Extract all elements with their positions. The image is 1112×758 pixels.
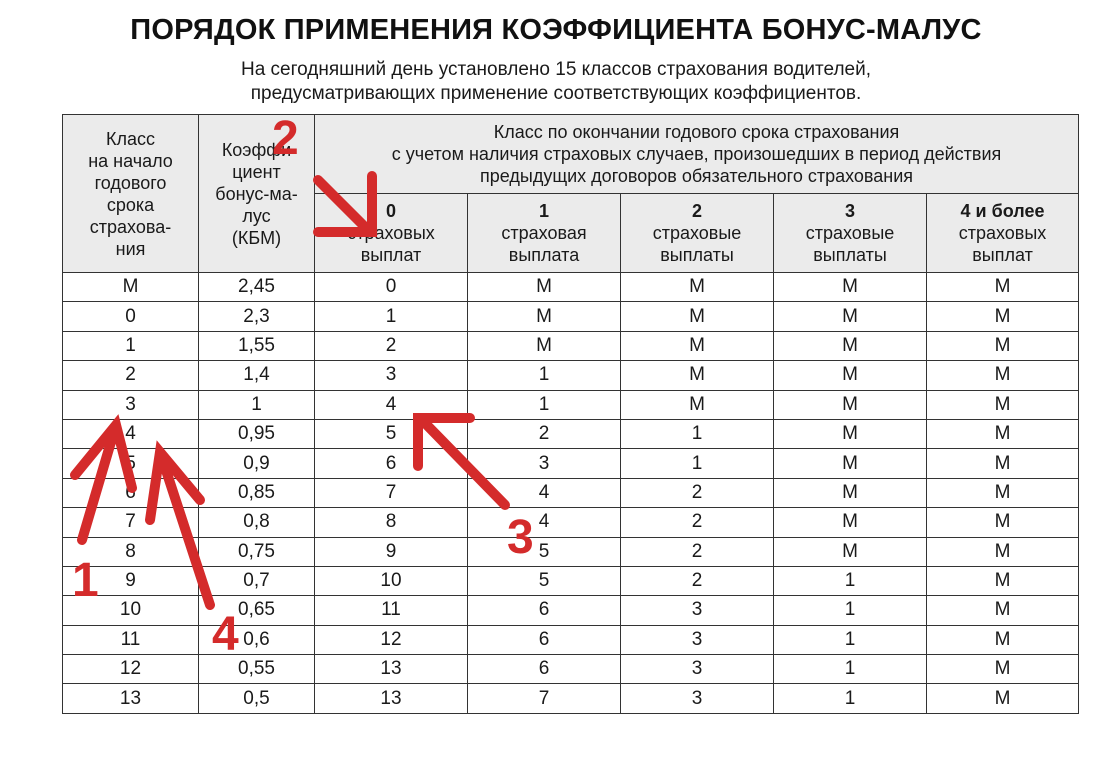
table-cell: 5 [63, 449, 199, 478]
table-cell: М [621, 302, 774, 331]
table-cell: 5 [468, 537, 621, 566]
table-cell: 11 [315, 596, 468, 625]
table-cell: 2 [468, 419, 621, 448]
table-cell: 3 [621, 596, 774, 625]
annotation-label-2: 2 [272, 112, 299, 165]
table-row [63, 625, 1079, 654]
table-cell: М [927, 625, 1079, 654]
table-cell: 1 [468, 390, 621, 419]
bonus-malus-table [62, 114, 1079, 714]
table-cell: 7 [63, 508, 199, 537]
table-cell: 0,8 [199, 508, 315, 537]
table-row [63, 361, 1079, 390]
table-cell: 2 [315, 331, 468, 360]
table-cell: 7 [468, 684, 621, 713]
table-cell: 5 [468, 566, 621, 595]
table-cell: 4 [63, 419, 199, 448]
table-cell: 0,85 [199, 478, 315, 507]
table-cell: М [774, 361, 927, 390]
table-cell: М [774, 273, 927, 302]
table-cell: 9 [63, 566, 199, 595]
subtitle-line: предусматривающих применение соответствующих коэффициентов. [250, 83, 862, 104]
header-payouts-3: 3 страховые выплаты [774, 194, 927, 273]
table-cell: М [774, 419, 927, 448]
table-cell: 1 [774, 625, 927, 654]
table-row [63, 273, 1079, 302]
table-cell: 2 [621, 537, 774, 566]
table-cell: М [927, 566, 1079, 595]
table-cell: 10 [315, 566, 468, 595]
table-row [63, 508, 1079, 537]
header-payouts-1: 1 страховая выплата [468, 194, 621, 273]
table-cell: 1,55 [199, 331, 315, 360]
table-cell: М [927, 508, 1079, 537]
table-cell: 0,55 [199, 655, 315, 684]
table-cell: М [774, 478, 927, 507]
table-cell: 2,3 [199, 302, 315, 331]
table-cell: 0 [63, 302, 199, 331]
table-cell: М [468, 273, 621, 302]
table-cell: 12 [315, 625, 468, 654]
table-body [63, 273, 1079, 714]
table-cell: 8 [63, 537, 199, 566]
table-cell: 0,75 [199, 537, 315, 566]
table-cell: М [774, 390, 927, 419]
table-cell: 1 [621, 419, 774, 448]
table-cell: 1 [774, 596, 927, 625]
table-cell: 1 [315, 302, 468, 331]
page-title: ПОРЯДОК ПРИМЕНЕНИЯ КОЭФФИЦИЕНТА БОНУС-МАЛУС [130, 14, 982, 46]
table-cell: М [621, 331, 774, 360]
table-cell: 4 [315, 390, 468, 419]
table-cell: 1 [63, 331, 199, 360]
table-cell: 3 [63, 390, 199, 419]
table-cell: 6 [315, 449, 468, 478]
table-cell: 12 [63, 655, 199, 684]
table-cell: 0,9 [199, 449, 315, 478]
table-cell: М [621, 273, 774, 302]
table-cell: 1,4 [199, 361, 315, 390]
annotation-label-1: 1 [72, 554, 99, 607]
table-cell: 3 [621, 625, 774, 654]
table-cell: 13 [315, 684, 468, 713]
table-cell: 0,6 [199, 625, 315, 654]
table-cell: М [927, 302, 1079, 331]
table-row [63, 655, 1079, 684]
table-cell: М [927, 361, 1079, 390]
table-cell: 4 [468, 478, 621, 507]
table-cell: М [927, 419, 1079, 448]
table-cell: 6 [63, 478, 199, 507]
header-kbm: Коэффи циент бонус-ма- лус (КБМ) [199, 115, 315, 273]
table-cell: 5 [315, 419, 468, 448]
table-cell: 0 [315, 273, 468, 302]
subtitle [0, 58, 1112, 106]
table-cell: 0,5 [199, 684, 315, 713]
table-cell: 3 [315, 361, 468, 390]
table-cell: 0,7 [199, 566, 315, 595]
table-cell: 3 [621, 655, 774, 684]
table-cell: 2 [621, 566, 774, 595]
table-row [63, 566, 1079, 595]
table-cell: М [927, 273, 1079, 302]
table-row [63, 478, 1079, 507]
table-cell: 1 [199, 390, 315, 419]
header-class-start: Класс на начало годового срока страхова- ния [63, 115, 199, 273]
table-cell: М [927, 537, 1079, 566]
header-payouts-2: 2 страховые выплаты [621, 194, 774, 273]
table-cell: 3 [468, 449, 621, 478]
table-cell: М [927, 390, 1079, 419]
table-cell: 13 [315, 655, 468, 684]
table-cell: 4 [468, 508, 621, 537]
table-cell: 0,65 [199, 596, 315, 625]
table-cell: 0,95 [199, 419, 315, 448]
table-cell: М [927, 596, 1079, 625]
header-payouts-4: 4 и более страховых выплат [927, 194, 1079, 273]
table-row [63, 449, 1079, 478]
table-cell: 1 [468, 361, 621, 390]
table-cell: М [774, 331, 927, 360]
table-cell: 2 [63, 361, 199, 390]
table-cell: М [468, 331, 621, 360]
table-row [63, 596, 1079, 625]
table-cell: 10 [63, 596, 199, 625]
table-cell: 13 [63, 684, 199, 713]
table-row [63, 684, 1079, 713]
table-cell: 2 [621, 508, 774, 537]
table-cell: 6 [468, 625, 621, 654]
table-cell: М [774, 449, 927, 478]
table-cell: М [774, 537, 927, 566]
table-cell: 9 [315, 537, 468, 566]
table-cell: М [927, 684, 1079, 713]
annotation-label-4: 4 [212, 608, 239, 661]
table-cell: М [927, 655, 1079, 684]
table-cell: 8 [315, 508, 468, 537]
table-row [63, 419, 1079, 448]
table-row [63, 331, 1079, 360]
table-row [63, 302, 1079, 331]
table-cell: 11 [63, 625, 199, 654]
table-cell: 7 [315, 478, 468, 507]
table-cell: М [927, 331, 1079, 360]
table-cell: 1 [774, 684, 927, 713]
subtitle-line: На сегодняшний день установлено 15 классов страхования водителей, [240, 59, 872, 80]
annotation-label-3: 3 [507, 511, 534, 564]
table-cell: 1 [774, 655, 927, 684]
table-cell: 2 [621, 478, 774, 507]
table-cell: М [621, 361, 774, 390]
table-cell: М [63, 273, 199, 302]
table-cell: 1 [774, 566, 927, 595]
table-cell: 6 [468, 655, 621, 684]
table-row [63, 390, 1079, 419]
table-cell: М [468, 302, 621, 331]
table-cell: М [774, 302, 927, 331]
table-cell: 2,45 [199, 273, 315, 302]
table-cell: М [621, 390, 774, 419]
table-row [63, 537, 1079, 566]
table-cell: М [927, 449, 1079, 478]
table-cell: 6 [468, 596, 621, 625]
header-payouts-0: 0 страховых выплат [315, 194, 468, 273]
table-cell: 3 [621, 684, 774, 713]
table-cell: М [927, 478, 1079, 507]
header-class-end-group: Класс по окончании годового срока страхования с учетом наличия страховых случаев, произошедших в период действия предыдущих договоров обязательного страхования [315, 115, 1079, 194]
table-cell: М [774, 508, 927, 537]
table-cell: 1 [621, 449, 774, 478]
